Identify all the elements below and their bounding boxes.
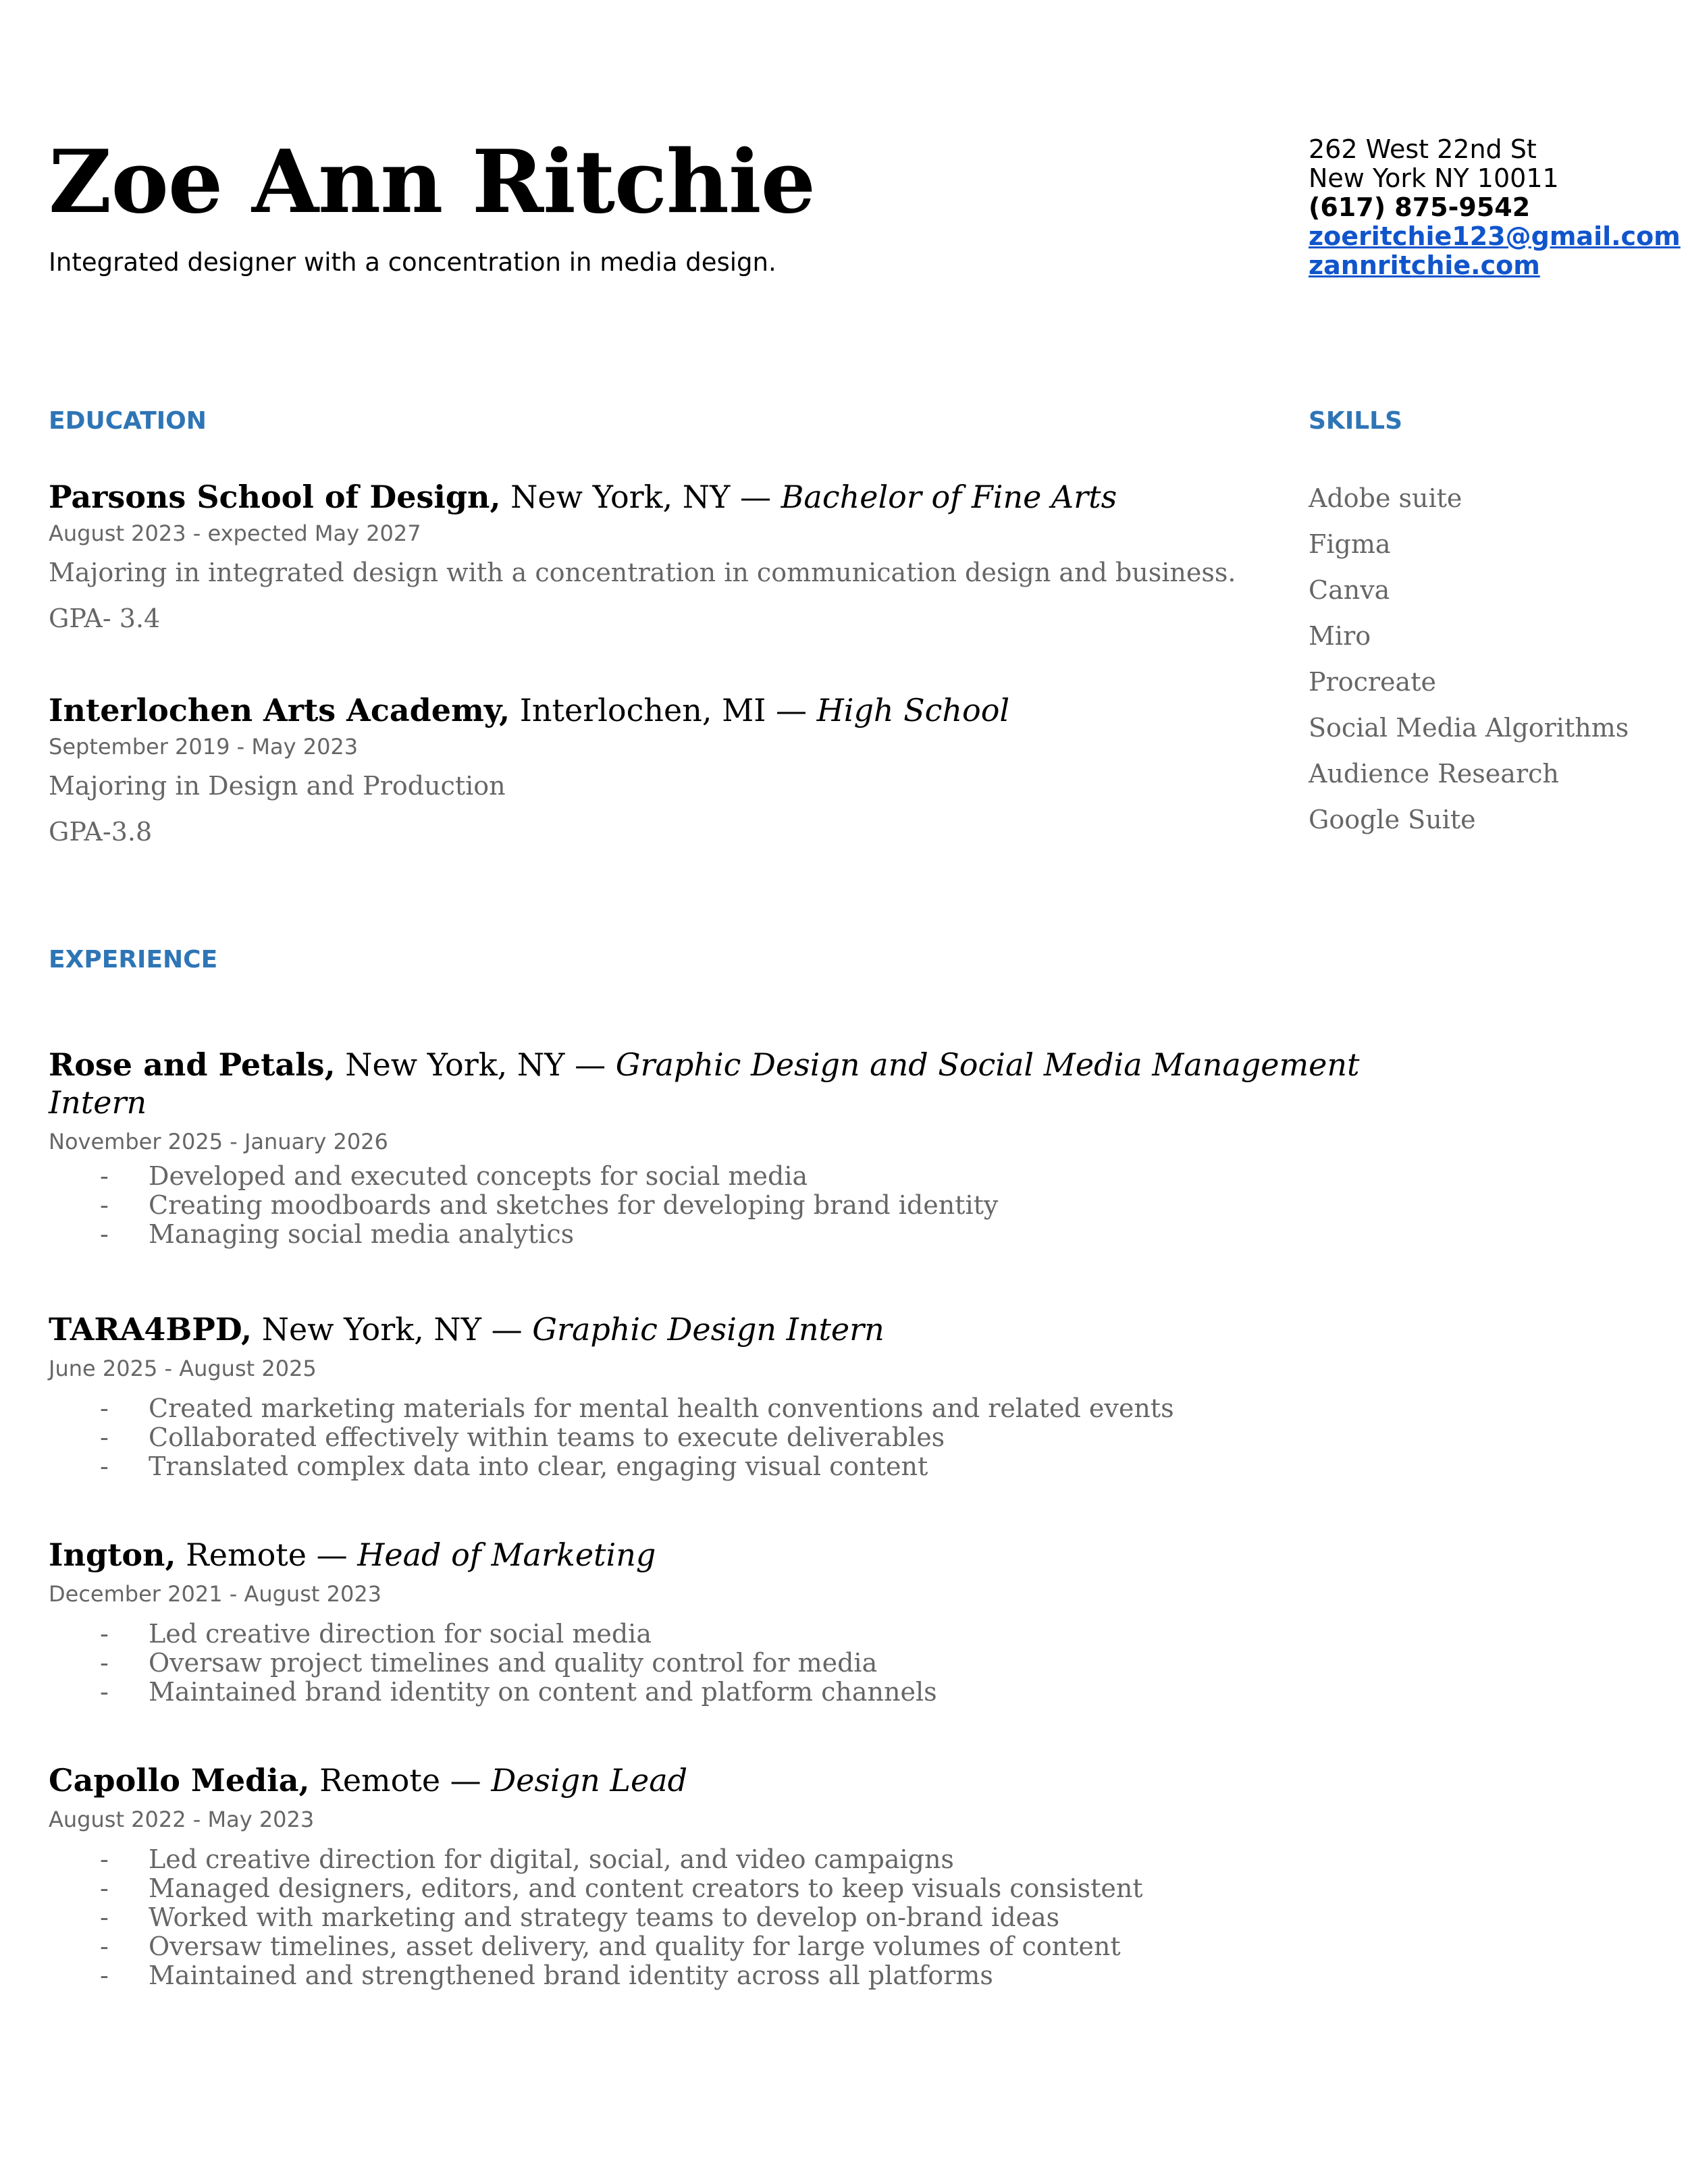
job-bullets [49, 1620, 1210, 1707]
bullet-marker: - [100, 1422, 109, 1452]
job-title-continued [49, 1084, 1210, 1121]
contact-street: 262 West 22nd St [1309, 134, 1537, 164]
degree: Bachelor of Fine Arts [781, 479, 1117, 515]
skill-item: Procreate [1309, 667, 1436, 697]
education-detail: Majoring in integrated design with a concentration in communication design and business. [49, 558, 1236, 587]
bullet-text: Maintained and strengthened brand identity across all platforms [149, 1961, 993, 1990]
job-title [49, 1310, 1210, 1348]
bullet-marker: - [100, 1932, 109, 1961]
skill-item: Google Suite [1309, 805, 1476, 834]
education-entry [49, 691, 1210, 848]
institution-location: New York, NY — [500, 479, 781, 515]
bullet-marker: - [100, 1648, 109, 1678]
education-dates: September 2019 - May 2023 [49, 734, 359, 760]
bullet-text: Managing social media analytics [149, 1219, 575, 1249]
list-item [49, 1191, 1210, 1220]
bullet-marker: - [100, 1961, 109, 1990]
bullet-marker: - [100, 1902, 109, 1932]
list-item [49, 1961, 1210, 1990]
list-item [49, 1932, 1210, 1961]
list-item [49, 1649, 1210, 1678]
contact-block [1309, 135, 1681, 280]
institution-location: Interlochen, MI — [510, 692, 817, 728]
bullet-text: Created marketing materials for mental health conventions and related events [149, 1393, 1174, 1423]
bullet-text: Led creative direction for social media [149, 1619, 652, 1649]
company-location: New York, NY — [335, 1046, 616, 1083]
job-title [49, 1761, 1210, 1799]
education-dates: August 2023 - expected May 2027 [49, 521, 421, 546]
company-location: Remote — [309, 1762, 492, 1799]
contact-phone: (617) 875-9542 [1309, 192, 1531, 222]
degree: High School [816, 692, 1010, 728]
experience-entry [49, 1536, 1210, 1707]
bullet-marker: - [100, 1219, 109, 1249]
skill-item: Canva [1309, 575, 1390, 605]
email-link[interactable]: zoeritchie123@gmail.com [1309, 221, 1681, 251]
bullet-text: Collaborated effectively within teams to execute deliverables [149, 1422, 945, 1452]
bullet-marker: - [100, 1677, 109, 1707]
company-name: Capollo Media, [49, 1762, 310, 1799]
list-item [49, 1620, 1210, 1649]
job-bullets [49, 1845, 1210, 1990]
education-entry [49, 478, 1236, 635]
list-item [49, 1423, 1210, 1452]
education-gpa: GPA-3.8 [49, 817, 153, 847]
skill-item: Figma [1309, 529, 1391, 559]
experience-entry [49, 1310, 1210, 1481]
bullet-text: Developed and executed concepts for social media [149, 1161, 808, 1191]
experience-heading: EXPERIENCE [49, 946, 218, 974]
list-item [49, 1162, 1210, 1191]
education-heading: EDUCATION [49, 407, 207, 435]
bullet-marker: - [100, 1451, 109, 1481]
list-item [49, 1845, 1210, 1874]
institution-name: Interlochen Arts Academy, [49, 692, 510, 728]
education-title [49, 478, 1210, 516]
company-name: TARA4BPD, [49, 1311, 253, 1348]
company-name: Rose and Petals, [49, 1046, 336, 1083]
experience-entry [49, 1761, 1210, 1990]
bullet-text: Oversaw project timelines and quality control for media [149, 1648, 878, 1678]
bullet-text: Translated complex data into clear, engaging visual content [149, 1451, 928, 1481]
job-role: Graphic Design Intern [532, 1311, 885, 1348]
job-title [49, 1046, 1360, 1084]
list-item [49, 1452, 1210, 1481]
skill-item: Audience Research [1309, 759, 1559, 789]
bullet-marker: - [100, 1844, 109, 1874]
list-item [49, 1874, 1210, 1903]
contact-city: New York NY 10011 [1309, 163, 1559, 193]
job-role: Graphic Design and Social Media Management [615, 1046, 1360, 1083]
list-item [49, 1903, 1210, 1932]
bullet-text: Oversaw timelines, asset delivery, and quality for large volumes of content [149, 1932, 1121, 1961]
job-dates: June 2025 - August 2025 [49, 1356, 317, 1381]
skill-item: Social Media Algorithms [1309, 713, 1629, 743]
website-link[interactable]: zannritchie.com [1309, 250, 1540, 280]
experience-entry [49, 1046, 1360, 1249]
bullet-marker: - [100, 1873, 109, 1903]
list-item [49, 1220, 1210, 1249]
job-dates: November 2025 - January 2026 [49, 1129, 388, 1154]
resume-tagline: Integrated designer with a concentration in media design. [49, 248, 776, 277]
bullet-marker: - [100, 1393, 109, 1423]
skills-heading: SKILLS [1309, 407, 1403, 435]
bullet-text: Creating moodboards and sketches for developing brand identity [149, 1190, 999, 1220]
job-dates: December 2021 - August 2023 [49, 1581, 382, 1607]
job-role: Design Lead [491, 1762, 688, 1799]
education-detail: Majoring in Design and Production [49, 771, 506, 801]
bullet-text: Worked with marketing and strategy teams to develop on-brand ideas [149, 1902, 1060, 1932]
bullet-text: Maintained brand identity on content and platform channels [149, 1677, 937, 1707]
job-dates: August 2022 - May 2023 [49, 1807, 315, 1832]
company-name: Ington, [49, 1537, 176, 1573]
company-location: Remote — [176, 1537, 358, 1573]
bullet-text: Led creative direction for digital, social, and video campaigns [149, 1844, 954, 1874]
education-title [49, 691, 1210, 729]
job-title [49, 1536, 1210, 1574]
bullet-marker: - [100, 1190, 109, 1220]
bullet-text: Managed designers, editors, and content creators to keep visuals consistent [149, 1873, 1143, 1903]
list-item [49, 1394, 1210, 1423]
job-role: Head of Marketing [357, 1537, 656, 1573]
skills-list [1309, 475, 1629, 843]
job-bullets [49, 1394, 1210, 1481]
skill-item: Miro [1309, 621, 1371, 651]
company-location: New York, NY — [252, 1311, 533, 1348]
education-gpa: GPA- 3.4 [49, 604, 161, 633]
list-item [49, 1678, 1210, 1707]
bullet-marker: - [100, 1619, 109, 1649]
job-bullets [49, 1162, 1210, 1249]
resume-name: Zoe Ann Ritchie [49, 132, 815, 233]
job-role-continued: Intern [49, 1084, 147, 1121]
bullet-marker: - [100, 1161, 109, 1191]
skill-item: Adobe suite [1309, 483, 1462, 513]
institution-name: Parsons School of Design, [49, 479, 501, 515]
